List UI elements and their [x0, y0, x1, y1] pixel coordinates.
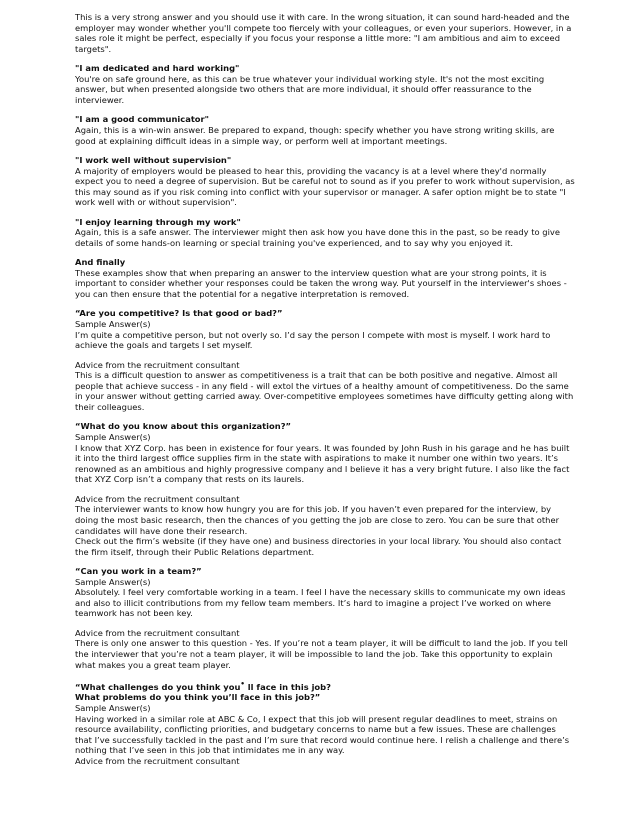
section-heading: "I am dedicated and hard working" [75, 63, 240, 74]
section-finally [75, 257, 575, 299]
section-body: Again, this is a safe answer. The interviewer might then ask how you have done this in the past, so be ready to give details of some hands-on learning or special training you've experienced, and to say why you enjoyed it. [75, 227, 560, 248]
qa-challenges [75, 679, 575, 767]
advice-label: Advice from the recruitment consultant [75, 627, 240, 638]
sample-answer-label: Sample Answer(s) [75, 319, 151, 330]
advice-team [75, 628, 575, 670]
section-body: You're on safe ground here, as this can be true whatever your individual working style. It's not the most exciting answer, but when presented alongside two others that are more individual, it should offer reassurance to the interviewer. [75, 73, 545, 105]
qa-team [75, 566, 575, 619]
advice-competitive [75, 360, 575, 413]
sample-answer-text: Absolutely. I feel very comfortable working in a team. I feel I have the necessary skills to communicate my own ideas and also to illicit contributions from my fellow team members. It’s hard to imagine a project I’ve worked on where teamwork has not been key. [75, 587, 566, 619]
sample-answer-text: I know that XYZ Corp. has been in existence for four years. It was founded by John Rush in his garage and he has built it into the third largest office supplies firm in the state with aspirations to make it number one within two years. It’s renowned as an ambitious and highly progressive company and I believe it has a very bright future. I also like the fact that XYZ Corp isn’t a company that rests on its laurels. [75, 442, 570, 485]
advice-text: There is only one answer to this question - Yes. If you’re not a team player, it will be difficult to land the job. If you tell the interviewer that you’re not a team player, it will be impossible to land the job. Take this opportunity to explain what makes you a great team player. [75, 638, 568, 670]
section-dedicated [75, 63, 575, 105]
section-heading: "I am a good communicator" [75, 114, 210, 125]
section-body: Again, this is a win-win answer. Be prepared to expand, though: specify whether you have strong writing skills, are good at explaining difficult ideas in a simple way, or perform well at important meetings. [75, 124, 555, 146]
advice-label: Advice from the recruitment consultant [75, 359, 240, 370]
advice-text: The interviewer wants to know how hungry you are for this job. If you haven’t even prepared for the interview, by doing the most basic research, then the chances of you getting the job are close to zero. You can be sure that other candidates will have done their research. [75, 504, 560, 536]
section-learning [75, 217, 575, 249]
question-heading: “What do you know about this organization?” [75, 421, 292, 432]
advice-label: Advice from the recruitment consultant [75, 755, 240, 766]
advice-text: This is a difficult question to answer as competitiveness is a trait that can be both positive and negative. Almost all people that achieve success - in any field - will extol the virtues of a healthy amount of competitiveness. Do the same in your answer without getting carried away. Over-competitive employees sometimes have difficulty getting along with their colleagues. [75, 370, 574, 412]
document-page [75, 12, 575, 767]
sample-answer-label: Sample Answer(s) [75, 703, 151, 713]
advice-label: Advice from the recruitment consultant [75, 493, 240, 504]
section-heading: "I work well without supervision" [75, 154, 232, 165]
sample-answer-text: Having worked in a similar role at ABC & Co, I expect that this job will present regular deadlines to meet, strains on resource availability, conflicting priorities, and budgetary concerns to name but a few issues. These are challenges that I’ve successfully tackled in the past and I’m sure that record would continue here. I relish a challenge and there’s nothing that I’ve seen in this job that intimidates me in any way. [75, 713, 570, 756]
section-supervision [75, 155, 575, 208]
advice-organization [75, 494, 575, 558]
section-heading: And finally [75, 257, 126, 268]
section-heading: "I enjoy learning through my work" [75, 216, 241, 227]
question-heading-challenges [75, 679, 575, 692]
intro-text: This is a very strong answer and you should use it with care. In the wrong situation, it can sound hard-headed and the employer may wonder whether you'll compete too fiercely with your colleagues, or even your superiors. However, in a sales role it might be perfect, especially if you focus your response a little more: "I am ambitious and aim to exceed targets". [75, 12, 572, 54]
advice-text-extra: Check out the firm’s website (if they have one) and business directories in your local library. You should also contact the firm itself, through their Public Relations department. [75, 536, 562, 557]
question-heading-problems: What problems do you think you’ll face in this job?” [75, 692, 321, 703]
sample-answer-label: Sample Answer(s) [75, 576, 151, 587]
bullet-glyph: • [240, 680, 245, 689]
section-body: These examples show that when preparing an answer to the interview question what are your strong points, it is important to consider whether your responses could be taken the wrong way. Put yourself in the interviewer's shoes - you can then ensure that the potential for a negative interpretation is removed. [75, 267, 567, 300]
question-part: ll face in this job? [244, 681, 331, 692]
qa-competitive [75, 308, 575, 350]
question-heading: “Can you work in a team?” [75, 566, 202, 577]
section-communicator [75, 114, 575, 146]
sample-answer-text: I’m quite a competitive person, but not overly so. I’d say the person I compete with most is myself. I work hard to achieve the goals and targets I set myself. [75, 329, 551, 351]
qa-organization [75, 421, 575, 485]
intro-paragraph [75, 12, 575, 54]
question-heading: “Are you competitive? Is that good or bad?” [75, 308, 283, 319]
question-part: “What challenges do you think you [75, 681, 241, 692]
sample-answer-label: Sample Answer(s) [75, 431, 151, 442]
section-body: A majority of employers would be pleased to hear this, providing the vacancy is at a level where they'd normally expect you to need a degree of supervision. But be careful not to sound as if you prefer to work without supervision, as this may sound as if you risk coming into conflict with your supervisor or manager. A safer option might be to state "I work well with or without supervision". [75, 165, 575, 208]
